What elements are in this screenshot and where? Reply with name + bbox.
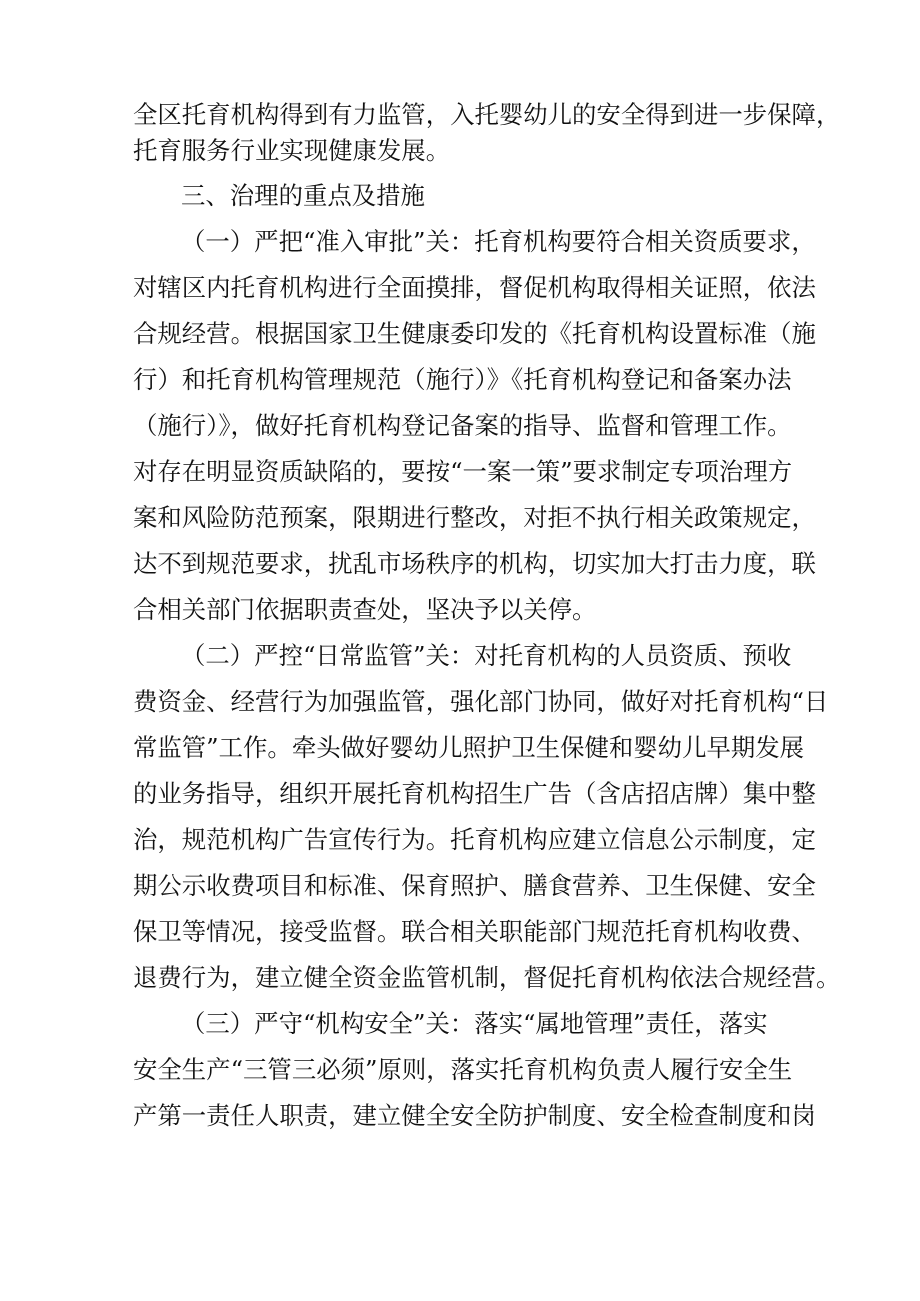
text-line: 合相关部门依据职责查处，坚决予以关停。 bbox=[133, 595, 597, 624]
text-line: 行）和托育机构管理规范（施行）》《托育机构登记和备案办法 bbox=[133, 365, 792, 394]
text-line: 合规经营。根据国家卫生健康委印发的《托育机构设置标准（施 bbox=[133, 319, 816, 348]
text-line: 常监管”工作。牵头做好婴幼儿照护卫生保健和婴幼儿早期发展 bbox=[133, 733, 805, 762]
paragraph-3-first-line: （三）严守“机构安全”关：落实“属地管理”责任，落实 bbox=[181, 1009, 768, 1038]
text-line: 产第一责任人职责，建立健全安全防护制度、安全检查制度和岗 bbox=[133, 1101, 816, 1130]
text-line: （施行）》，做好托育机构登记备案的指导、监督和管理工作。 bbox=[133, 411, 792, 440]
text-line: 期公示收费项目和标准、保育照护、膳食营养、卫生保健、安全 bbox=[133, 871, 816, 900]
text-line: 达不到规范要求，扰乱市场秩序的机构，切实加大打击力度，联 bbox=[133, 549, 816, 578]
text-line: 对辖区内托育机构进行全面摸排，督促机构取得相关证照，依法 bbox=[133, 273, 816, 302]
text-line: 费资金、经营行为加强监管，强化部门协同，做好对托育机构“日 bbox=[133, 687, 829, 716]
paragraph-1-first-line: （一）严把“准入审批”关：托育机构要符合相关资质要求， bbox=[181, 227, 816, 256]
section-heading: 三、治理的重点及措施 bbox=[181, 181, 425, 210]
text-line: 保卫等情况，接受监督。联合相关职能部门规范托育机构收费、 bbox=[133, 917, 816, 946]
text-line: 对存在明显资质缺陷的，要按“一案一策”要求制定专项治理方 bbox=[133, 457, 793, 486]
text-line: 安全生产“三管三必须”原则，落实托育机构负责人履行安全生 bbox=[133, 1055, 793, 1084]
text-line: 退费行为，建立健全资金监管机制，督促托育机构依法合规经营。 bbox=[133, 963, 841, 992]
paragraph-2-first-line: （二）严控“日常监管”关：对托育机构的人员资质、预收 bbox=[181, 641, 792, 670]
text-line: 全区托育机构得到有力监管，入托婴幼儿的安全得到进一步保障， bbox=[133, 100, 841, 129]
text-line: 的业务指导，组织开展托育机构招生广告（含店招店牌）集中整 bbox=[133, 779, 816, 808]
text-line: 案和风险防范预案，限期进行整改，对拒不执行相关政策规定， bbox=[133, 503, 816, 532]
text-line: 治，规范机构广告宣传行为。托育机构应建立信息公示制度，定 bbox=[133, 825, 816, 854]
text-line: 托育服务行业实现健康发展。 bbox=[133, 136, 451, 165]
